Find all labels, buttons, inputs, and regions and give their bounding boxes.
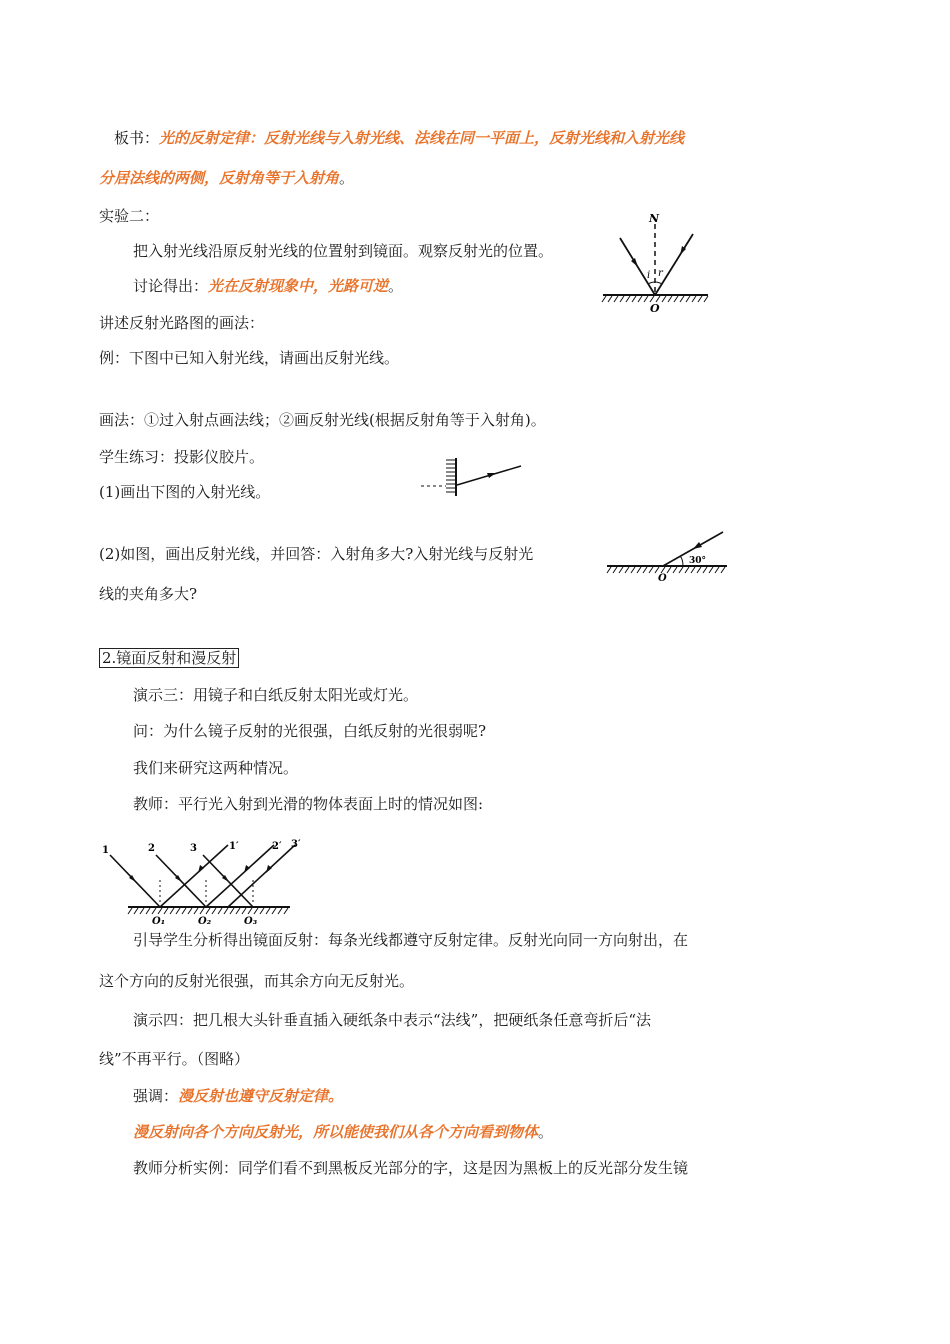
angle-30-figure	[605, 528, 730, 586]
study-statement: 我们来研究这两种情况。	[133, 759, 299, 777]
point-label-o2: O₂	[198, 916, 212, 927]
emphasis-line-1	[133, 1086, 343, 1106]
discussion-label: 讨论得出：	[133, 277, 209, 295]
analysis-line-2: 这个方向的反射光很强，而其余方向无反射光。	[99, 972, 415, 990]
blackboard-line-1	[114, 128, 684, 148]
specular-reflection-figure	[98, 835, 301, 927]
experiment2-step: 把入射光线沿原反射光线的位置射到镜面。观察反射光的位置。	[133, 242, 554, 260]
incident-arrowhead	[631, 258, 638, 267]
section-2-title	[99, 648, 239, 668]
reflection-angle-label: r	[658, 268, 663, 279]
vertical-mirror-figure	[416, 456, 526, 498]
ray-arrowhead	[693, 542, 702, 549]
point-label-o1: O₁	[152, 916, 166, 927]
reflection-law-text: 光的反射定律：反射光线与入射光线、法线在同一平面上，反射光线和入射光线	[159, 129, 685, 147]
angle-label: 30°	[689, 556, 707, 566]
practice-question-1: (1)画出下图的入射光线。	[99, 483, 271, 501]
emphasis-label: 强调：	[133, 1087, 179, 1105]
normal-label: N	[649, 212, 660, 225]
demo4-line-2: 线”不再平行。（图略）	[99, 1050, 250, 1068]
angle-arc	[680, 556, 683, 566]
mirror-hatching	[446, 460, 455, 492]
reflection-law-text-cont: 分居法线的两侧，反射角等于入射角	[99, 169, 340, 187]
section-2-title-box: 2.镜面反射和漫反射	[99, 648, 239, 668]
point-o-label: O	[658, 573, 667, 584]
punctuation: 。	[388, 277, 404, 295]
demo3: 演示三：用镜子和白纸反射太阳光或灯光。	[133, 686, 419, 704]
emphasis-text-1: 漫反射也遵守反射定律。	[178, 1087, 344, 1105]
ray-label-3: 3	[190, 843, 197, 854]
blackboard-label: 板书：	[114, 129, 160, 147]
reflection-diagram-figure	[598, 210, 713, 315]
teacher-example: 教师分析实例：同学们看不到黑板反光部分的字，这是因为黑板上的反光部分发生镜	[133, 1159, 689, 1177]
point-o-label: O	[650, 302, 660, 315]
drawing-example: 例：下图中已知入射光线，请画出反射光线。	[99, 349, 400, 367]
reflected-ray-1	[160, 845, 228, 907]
ray-label-1: 1	[102, 845, 109, 856]
punctuation: 。	[339, 169, 355, 187]
reflected-arrowhead-1	[198, 865, 204, 873]
question: 问：为什么镜子反射的光很强，白纸反射的光很弱呢?	[133, 722, 487, 740]
drawing-heading: 讲述反射光路图的画法：	[99, 314, 265, 332]
analysis-line-1: 引导学生分析得出镜面反射：每条光线都遵守反射定律。反射光向同一方向射出，在	[133, 931, 689, 949]
experiment2-heading: 实验二：	[99, 207, 160, 225]
ray-label-1-prime: 1′	[229, 841, 239, 852]
practice-question-2-line-2: 线的夹角多大?	[99, 585, 198, 603]
mirror-hatching	[128, 908, 288, 914]
blackboard-line-2	[99, 168, 354, 188]
discussion-conclusion: 光在反射现象中，光路可逆	[208, 277, 389, 295]
punctuation: 。	[538, 1123, 554, 1141]
reflected-ray-2	[206, 845, 274, 907]
reflected-ray	[655, 234, 693, 295]
drawing-method: 画法：①过入射点画法线；②画反射光线(根据反射角等于入射角)。	[99, 411, 546, 429]
ray-arrowhead	[487, 473, 496, 478]
point-label-o3: O₃	[244, 916, 258, 927]
emphasis-text-2: 漫反射向各个方向反射光，所以能使我们从各个方向看到物体	[133, 1123, 539, 1141]
teacher-statement: 教师：平行光入射到光滑的物体表面上时的情况如图:	[133, 795, 484, 813]
reflected-ray-3	[228, 845, 295, 907]
ray-label-2-prime: 2′	[272, 841, 282, 852]
demo4-line-1: 演示四：把几根大头针垂直插入硬纸条中表示“法线”，把硬纸条任意弯折后“法	[133, 1011, 652, 1029]
practice-heading: 学生练习：投影仪胶片。	[99, 448, 265, 466]
experiment2-discussion	[133, 276, 403, 296]
incidence-angle-label: i	[647, 270, 651, 281]
reflected-arrowhead-2	[244, 865, 250, 873]
ray-label-3-prime: 3′	[291, 839, 301, 850]
practice-question-2-line-1: (2)如图，画出反射光线，并回答：入射角多大?入射光线与反射光	[99, 545, 534, 563]
ray-label-2: 2	[148, 843, 155, 854]
emphasis-line-2	[133, 1122, 553, 1142]
